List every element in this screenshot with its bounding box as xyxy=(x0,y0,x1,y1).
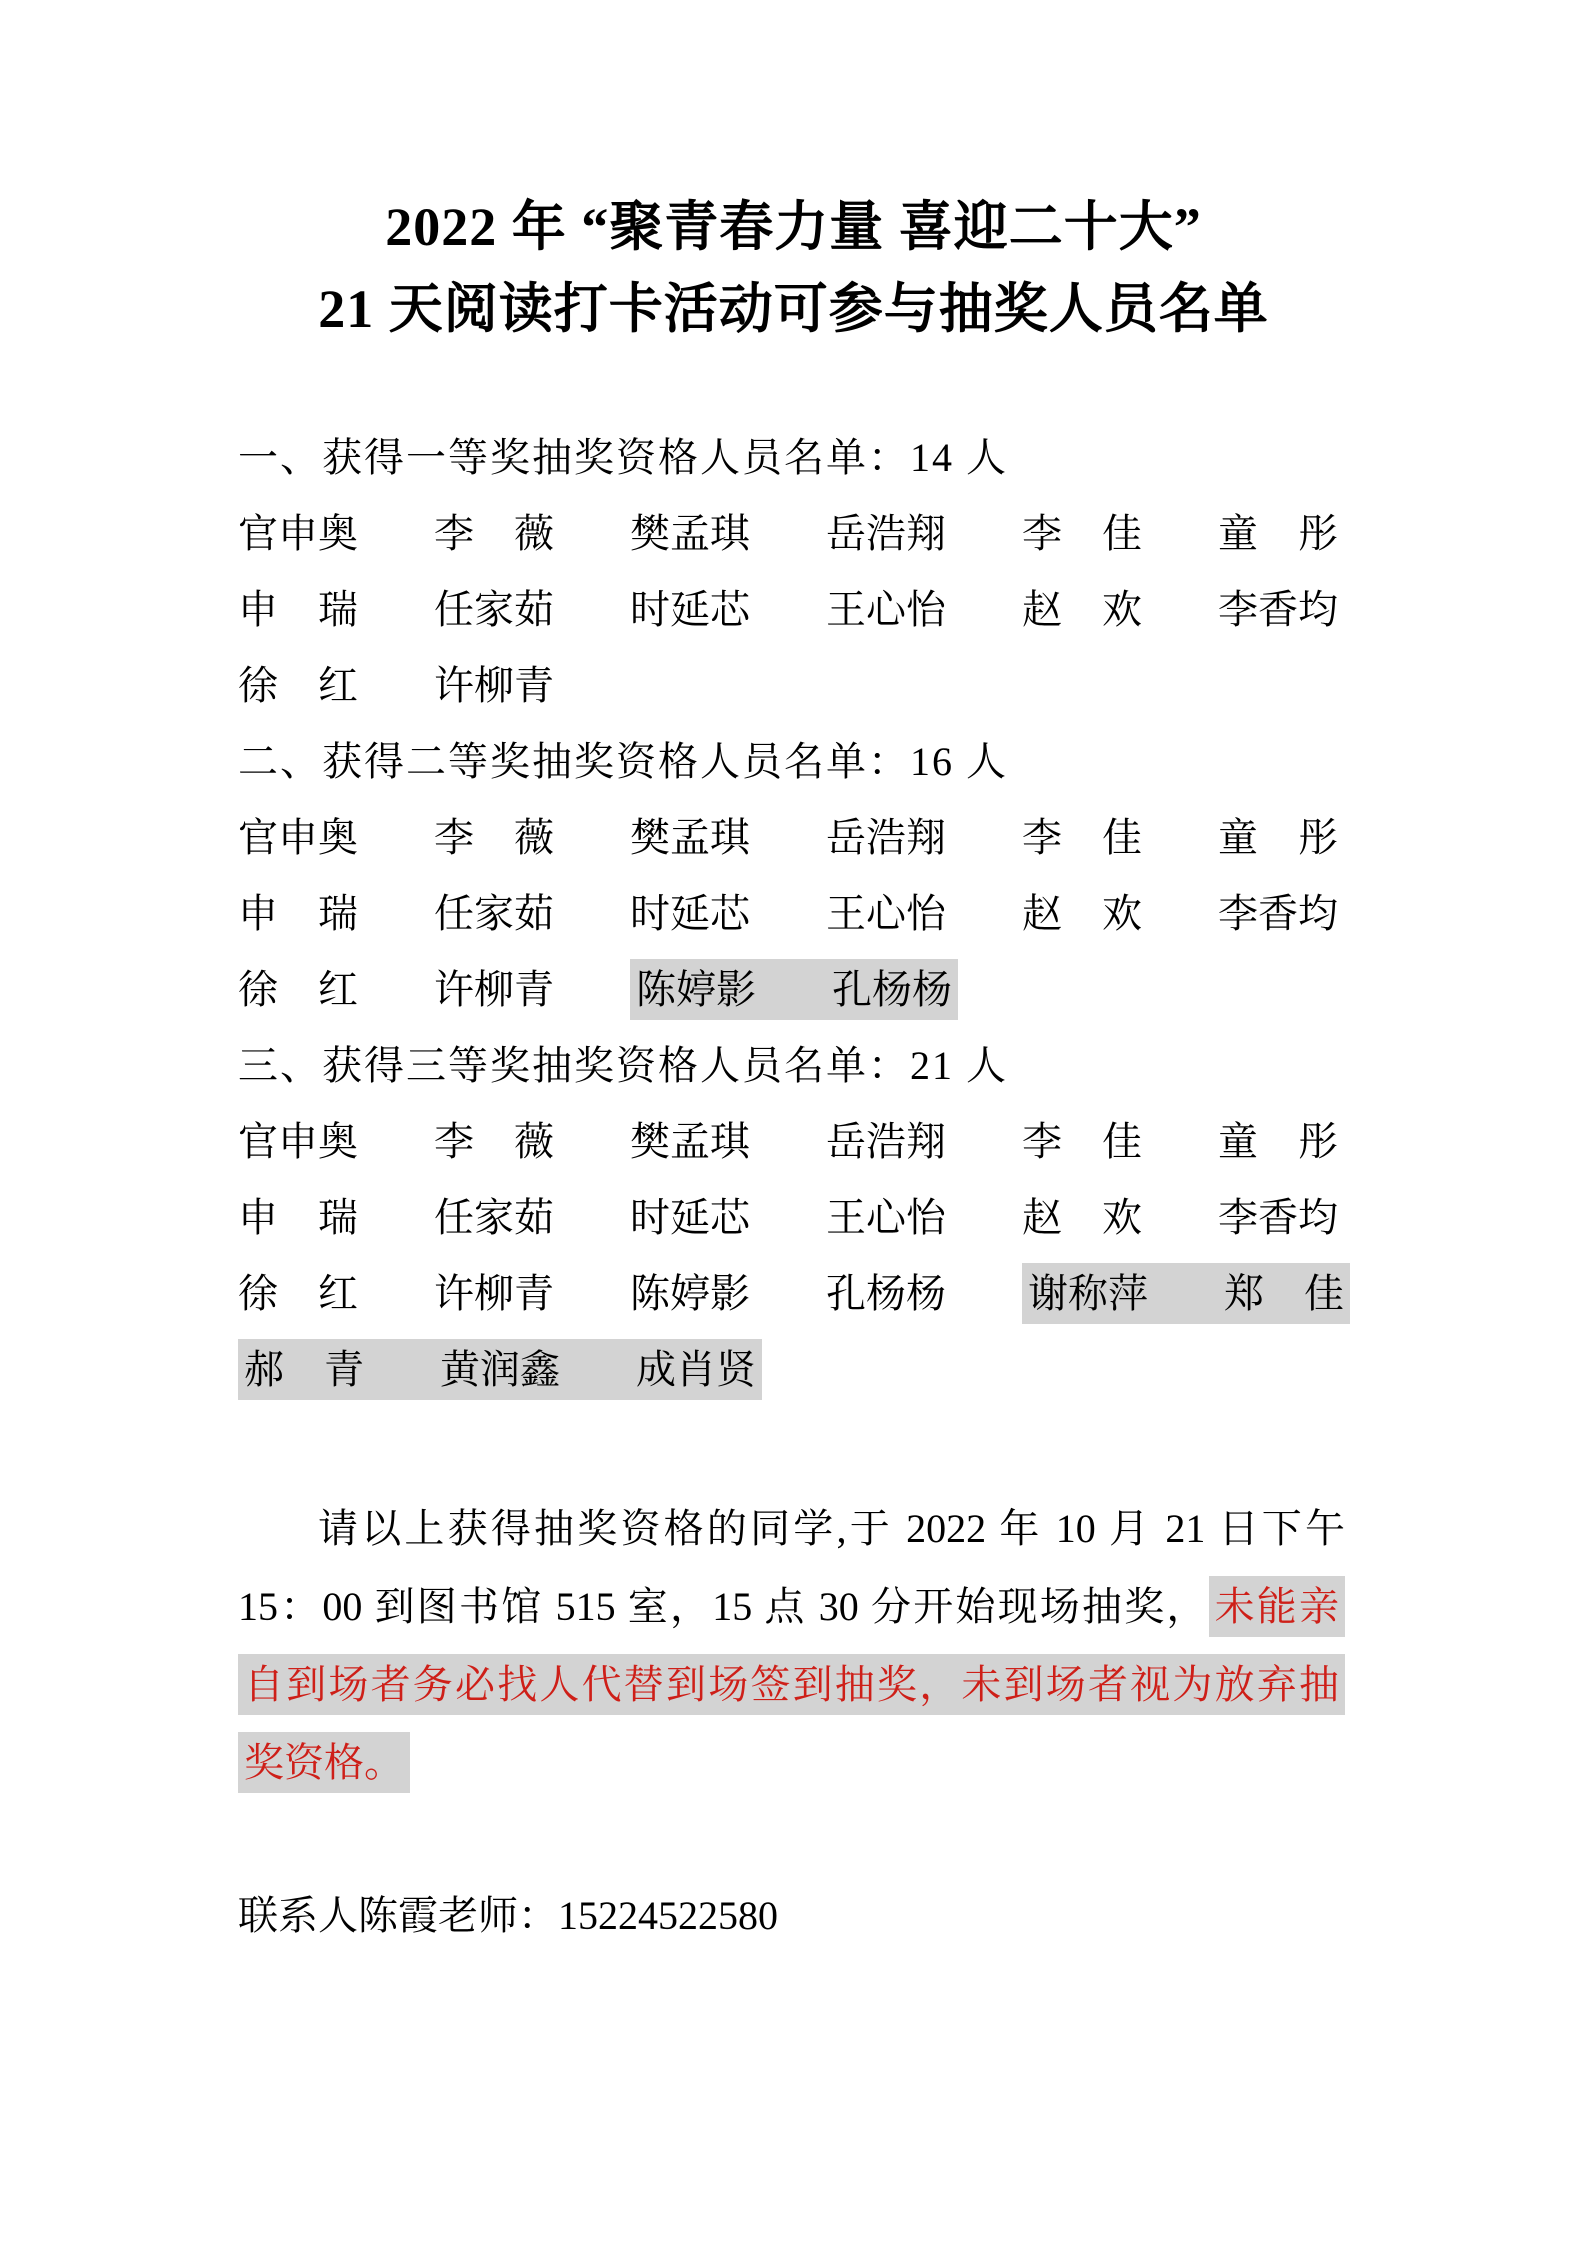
person-name: 李 佳 xyxy=(1022,511,1142,556)
person-name: 申 瑞 xyxy=(238,587,358,632)
person-name: 王心怡 xyxy=(826,587,946,632)
notice-warning-text: 奖资格。 xyxy=(238,1732,410,1793)
person-name: 官申奥 xyxy=(238,815,358,860)
person-name: 孔杨杨 xyxy=(832,967,952,1012)
name-row xyxy=(238,496,1345,572)
name-row xyxy=(238,572,1345,648)
page-title xyxy=(0,0,1587,350)
name-segment xyxy=(238,1271,946,1316)
title-line-2: 21 天阅读打卡活动可参与抽奖人员名单 xyxy=(318,279,1269,339)
section-heading: 一、获得一等奖抽奖资格人员名单：14 人 xyxy=(238,435,1008,480)
notice-warning-text: 未能亲 xyxy=(1209,1576,1345,1637)
prize-sections xyxy=(238,420,1345,1408)
notice-warning-text: 自到场者务必找人代替到场签到抽奖，未到场者视为放弃抽 xyxy=(238,1654,1345,1715)
title-line-1: 2022 年 “聚青春力量 喜迎二十大” xyxy=(385,197,1202,257)
person-name: 赵 欢 xyxy=(1022,1195,1142,1240)
name-row xyxy=(238,1332,1345,1408)
person-name: 李香均 xyxy=(1218,1195,1338,1240)
person-name: 李 薇 xyxy=(434,815,554,860)
person-name: 岳浩翔 xyxy=(826,1119,946,1164)
notice-text: 请以上获得抽奖资格的同学,于 2022 年 10 月 21 日下午 xyxy=(318,1506,1345,1551)
person-name: 岳浩翔 xyxy=(826,511,946,556)
person-name: 赵 欢 xyxy=(1022,891,1142,936)
person-name: 李 佳 xyxy=(1022,1119,1142,1164)
section-heading: 二、获得二等奖抽奖资格人员名单：16 人 xyxy=(238,739,1008,784)
person-name: 黄润鑫 xyxy=(440,1347,560,1392)
person-name: 许柳青 xyxy=(434,1271,554,1316)
person-name: 申 瑞 xyxy=(238,891,358,936)
person-name: 郑 佳 xyxy=(1224,1271,1344,1316)
person-name: 孔杨杨 xyxy=(826,1271,946,1316)
person-name: 时延芯 xyxy=(630,1195,750,1240)
person-name: 任家茹 xyxy=(434,1195,554,1240)
name-row xyxy=(238,952,1345,1028)
name-segment xyxy=(238,511,1338,556)
notice-line xyxy=(238,1568,1345,1646)
section-heading: 三、获得三等奖抽奖资格人员名单：21 人 xyxy=(238,1043,1008,1088)
person-name: 成肖贤 xyxy=(636,1347,756,1392)
person-name: 谢称萍 xyxy=(1028,1271,1148,1316)
person-name: 樊孟琪 xyxy=(630,815,750,860)
person-name: 任家茹 xyxy=(434,587,554,632)
name-row xyxy=(238,800,1345,876)
person-name: 王心怡 xyxy=(826,891,946,936)
highlighted-names xyxy=(238,1339,762,1400)
person-name: 樊孟琪 xyxy=(630,1119,750,1164)
person-name: 徐 红 xyxy=(238,663,358,708)
person-name: 李 薇 xyxy=(434,1119,554,1164)
person-name: 童 彤 xyxy=(1218,1119,1338,1164)
person-name: 樊孟琪 xyxy=(630,511,750,556)
name-row xyxy=(238,1256,1345,1332)
name-segment xyxy=(238,587,1338,632)
person-name: 王心怡 xyxy=(826,1195,946,1240)
notice-line xyxy=(238,1646,1345,1724)
person-name: 官申奥 xyxy=(238,511,358,556)
person-name: 李香均 xyxy=(1218,587,1338,632)
name-segment xyxy=(238,663,554,708)
name-row xyxy=(238,648,1345,724)
person-name: 童 彤 xyxy=(1218,511,1338,556)
name-segment xyxy=(238,815,1338,860)
person-name: 时延芯 xyxy=(630,587,750,632)
notice-paragraph xyxy=(238,1490,1345,1802)
name-row xyxy=(238,1180,1345,1256)
person-name: 陈婷影 xyxy=(636,967,756,1012)
person-name: 李香均 xyxy=(1218,891,1338,936)
person-name: 申 瑞 xyxy=(238,1195,358,1240)
person-name: 徐 红 xyxy=(238,1271,358,1316)
person-name: 李 佳 xyxy=(1022,815,1142,860)
name-segment xyxy=(238,967,554,1012)
person-name: 许柳青 xyxy=(434,967,554,1012)
notice-line xyxy=(238,1724,1345,1802)
notice-text: 15：00 到图书馆 515 室，15 点 30 分开始现场抽奖， xyxy=(238,1584,1209,1629)
name-segment xyxy=(238,1119,1338,1164)
contact-line: 联系人陈霞老师：15224522580 xyxy=(238,1893,778,1938)
highlighted-names xyxy=(1022,1263,1350,1324)
notice-line xyxy=(238,1490,1345,1568)
name-row xyxy=(238,1104,1345,1180)
person-name: 许柳青 xyxy=(434,663,554,708)
person-name: 徐 红 xyxy=(238,967,358,1012)
person-name: 陈婷影 xyxy=(630,1271,750,1316)
person-name: 岳浩翔 xyxy=(826,815,946,860)
person-name: 童 彤 xyxy=(1218,815,1338,860)
person-name: 任家茹 xyxy=(434,891,554,936)
name-segment xyxy=(238,891,1338,936)
person-name: 赵 欢 xyxy=(1022,587,1142,632)
highlighted-names xyxy=(630,959,958,1020)
person-name: 官申奥 xyxy=(238,1119,358,1164)
person-name: 李 薇 xyxy=(434,511,554,556)
name-row xyxy=(238,876,1345,952)
document-content xyxy=(238,420,1345,1954)
name-segment xyxy=(238,1195,1338,1240)
person-name: 郝 青 xyxy=(244,1347,364,1392)
person-name: 时延芯 xyxy=(630,891,750,936)
